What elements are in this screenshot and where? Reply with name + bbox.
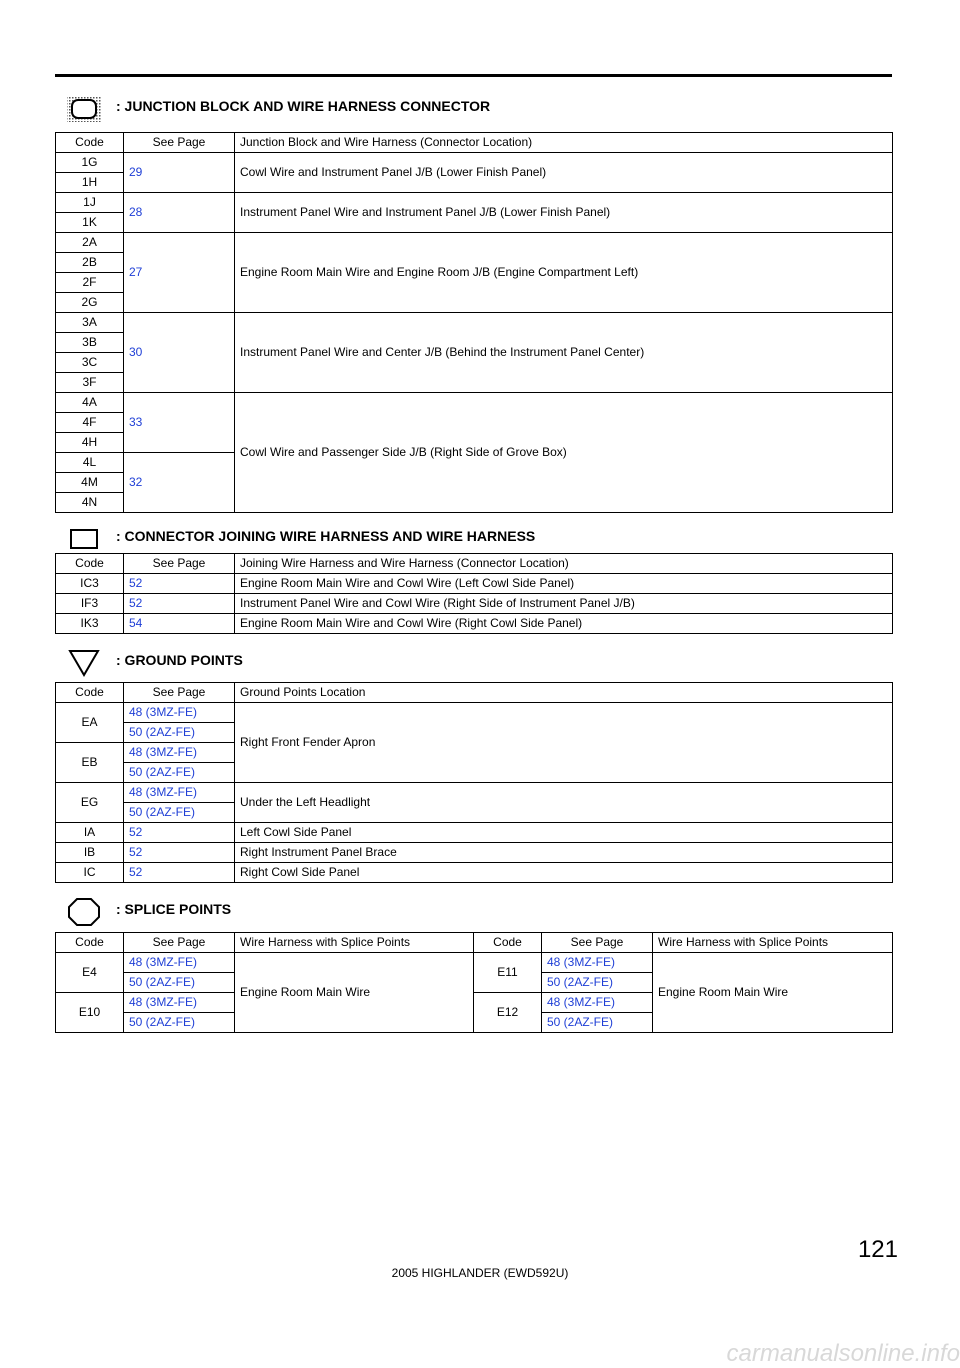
connector-section-header — [66, 524, 892, 554]
column-header: See Page — [124, 133, 235, 153]
code-cell: 1H — [56, 173, 124, 193]
code-cell: EG — [56, 783, 124, 823]
table-row — [56, 823, 893, 843]
table-header-row — [56, 133, 893, 153]
code-cell: IA — [56, 823, 124, 843]
watermark: carmanualsonline.info — [726, 1340, 960, 1367]
page-link[interactable]: 48 (3MZ-FE) — [124, 953, 235, 973]
junction-block-icon — [66, 94, 102, 124]
page-link[interactable]: 50 (2AZ-FE) — [124, 973, 235, 993]
table-header-row — [56, 933, 893, 953]
page-link[interactable]: 27 — [124, 233, 235, 313]
column-header: See Page — [124, 554, 235, 574]
code-cell: 3F — [56, 373, 124, 393]
ground-table — [55, 682, 893, 883]
location-cell: Cowl Wire and Instrument Panel J/B (Lower Finish Panel) — [235, 153, 893, 193]
page-link[interactable]: 48 (3MZ-FE) — [124, 993, 235, 1013]
code-cell: E10 — [56, 993, 124, 1033]
splice-octagon-icon — [66, 897, 102, 927]
table-row — [56, 233, 893, 253]
page-link[interactable]: 52 — [124, 863, 235, 883]
table-row — [56, 153, 893, 173]
section-title: : JUNCTION BLOCK AND WIRE HARNESS CONNECTOR — [116, 98, 491, 114]
page-link[interactable]: 50 (2AZ-FE) — [542, 1013, 653, 1033]
ground-triangle-icon — [66, 648, 102, 678]
page-number: 121 — [857, 1236, 898, 1263]
table-row — [56, 703, 893, 723]
junction-block-table — [55, 132, 893, 513]
table-header-row — [56, 554, 893, 574]
location-cell: Under the Left Headlight — [235, 783, 893, 823]
location-cell: Right Front Fender Apron — [235, 703, 893, 783]
code-cell: 2A — [56, 233, 124, 253]
page-link[interactable]: 32 — [124, 453, 235, 513]
code-cell: 4F — [56, 413, 124, 433]
column-header: See Page — [542, 933, 653, 953]
location-cell: Instrument Panel Wire and Instrument Panel J/B (Lower Finish Panel) — [235, 193, 893, 233]
code-cell: 4L — [56, 453, 124, 473]
column-header: Code — [56, 933, 124, 953]
location-cell: Engine Room Main Wire — [653, 953, 893, 1033]
code-cell: E12 — [474, 993, 542, 1033]
page-link[interactable]: 29 — [124, 153, 235, 193]
code-cell: EB — [56, 743, 124, 783]
page-link[interactable]: 52 — [124, 823, 235, 843]
location-cell: Left Cowl Side Panel — [235, 823, 893, 843]
code-cell: 3B — [56, 333, 124, 353]
code-cell: 2B — [56, 253, 124, 273]
code-cell: 3C — [56, 353, 124, 373]
page-link[interactable]: 50 (2AZ-FE) — [124, 763, 235, 783]
page-link[interactable]: 54 — [124, 614, 235, 634]
location-cell: Instrument Panel Wire and Center J/B (Behind the Instrument Panel Center) — [235, 313, 893, 393]
code-cell: 4A — [56, 393, 124, 413]
code-cell: IF3 — [56, 594, 124, 614]
table-row — [56, 614, 893, 634]
page-link[interactable]: 52 — [124, 574, 235, 594]
code-cell: 2F — [56, 273, 124, 293]
code-cell: E11 — [474, 953, 542, 993]
connector-icon — [66, 524, 102, 554]
table-row — [56, 594, 893, 614]
page-link[interactable]: 50 (2AZ-FE) — [542, 973, 653, 993]
page-link[interactable]: 28 — [124, 193, 235, 233]
column-header: Code — [474, 933, 542, 953]
footer-text: 2005 HIGHLANDER (EWD592U) — [391, 1266, 569, 1280]
page-link[interactable]: 48 (3MZ-FE) — [542, 993, 653, 1013]
code-cell: 3A — [56, 313, 124, 333]
page-link[interactable]: 50 (2AZ-FE) — [124, 723, 235, 743]
page-link[interactable]: 48 (3MZ-FE) — [542, 953, 653, 973]
splice-table — [55, 932, 893, 1033]
table-row — [56, 393, 893, 413]
section-title: : GROUND POINTS — [116, 652, 243, 668]
location-cell: Right Cowl Side Panel — [235, 863, 893, 883]
splice-section-header — [66, 897, 892, 927]
column-header: Junction Block and Wire Harness (Connector Location) — [235, 133, 893, 153]
location-cell: Engine Room Main Wire — [235, 953, 474, 1033]
table-row — [56, 953, 893, 973]
section-title: : SPLICE POINTS — [116, 901, 232, 917]
column-header: See Page — [124, 683, 235, 703]
table-row — [56, 843, 893, 863]
column-header: Joining Wire Harness and Wire Harness (Connector Location) — [235, 554, 893, 574]
page-link[interactable]: 48 (3MZ-FE) — [124, 703, 235, 723]
code-cell: 4M — [56, 473, 124, 493]
code-cell: IC — [56, 863, 124, 883]
code-cell: 1K — [56, 213, 124, 233]
table-row — [56, 313, 893, 333]
code-cell: 1J — [56, 193, 124, 213]
page-link[interactable]: 52 — [124, 843, 235, 863]
page-link[interactable]: 50 (2AZ-FE) — [124, 803, 235, 823]
location-cell: Right Instrument Panel Brace — [235, 843, 893, 863]
code-cell: IB — [56, 843, 124, 863]
column-header: Code — [56, 554, 124, 574]
page-link[interactable]: 50 (2AZ-FE) — [124, 1013, 235, 1033]
connector-table — [55, 553, 893, 634]
column-header: Code — [56, 133, 124, 153]
code-cell: E4 — [56, 953, 124, 993]
column-header: Code — [56, 683, 124, 703]
page-link[interactable]: 33 — [124, 393, 235, 453]
page-link[interactable]: 48 (3MZ-FE) — [124, 743, 235, 763]
location-cell: Instrument Panel Wire and Cowl Wire (Right Side of Instrument Panel J/B) — [235, 594, 893, 614]
code-cell: IC3 — [56, 574, 124, 594]
table-row — [56, 193, 893, 213]
location-cell: Engine Room Main Wire and Cowl Wire (Right Cowl Side Panel) — [235, 614, 893, 634]
table-row — [56, 574, 893, 594]
table-row — [56, 863, 893, 883]
ground-section-header — [66, 648, 892, 678]
location-cell: Engine Room Main Wire and Cowl Wire (Left Cowl Side Panel) — [235, 574, 893, 594]
table-row — [56, 783, 893, 803]
column-header: See Page — [124, 933, 235, 953]
section-title: : CONNECTOR JOINING WIRE HARNESS AND WIRE HARNESS — [116, 528, 536, 544]
page-link[interactable]: 52 — [124, 594, 235, 614]
location-cell: Cowl Wire and Passenger Side J/B (Right Side of Grove Box) — [235, 393, 893, 513]
code-cell: EA — [56, 703, 124, 743]
code-cell: 2G — [56, 293, 124, 313]
code-cell: 4H — [56, 433, 124, 453]
column-header: Wire Harness with Splice Points — [235, 933, 474, 953]
code-cell: IK3 — [56, 614, 124, 634]
junction-block-section-header — [66, 94, 892, 124]
top-rule — [55, 74, 892, 77]
table-header-row — [56, 683, 893, 703]
column-header: Wire Harness with Splice Points — [653, 933, 893, 953]
page-link[interactable]: 30 — [124, 313, 235, 393]
page-link[interactable]: 48 (3MZ-FE) — [124, 783, 235, 803]
code-cell: 4N — [56, 493, 124, 513]
code-cell: 1G — [56, 153, 124, 173]
location-cell: Engine Room Main Wire and Engine Room J/B (Engine Compartment Left) — [235, 233, 893, 313]
column-header: Ground Points Location — [235, 683, 893, 703]
